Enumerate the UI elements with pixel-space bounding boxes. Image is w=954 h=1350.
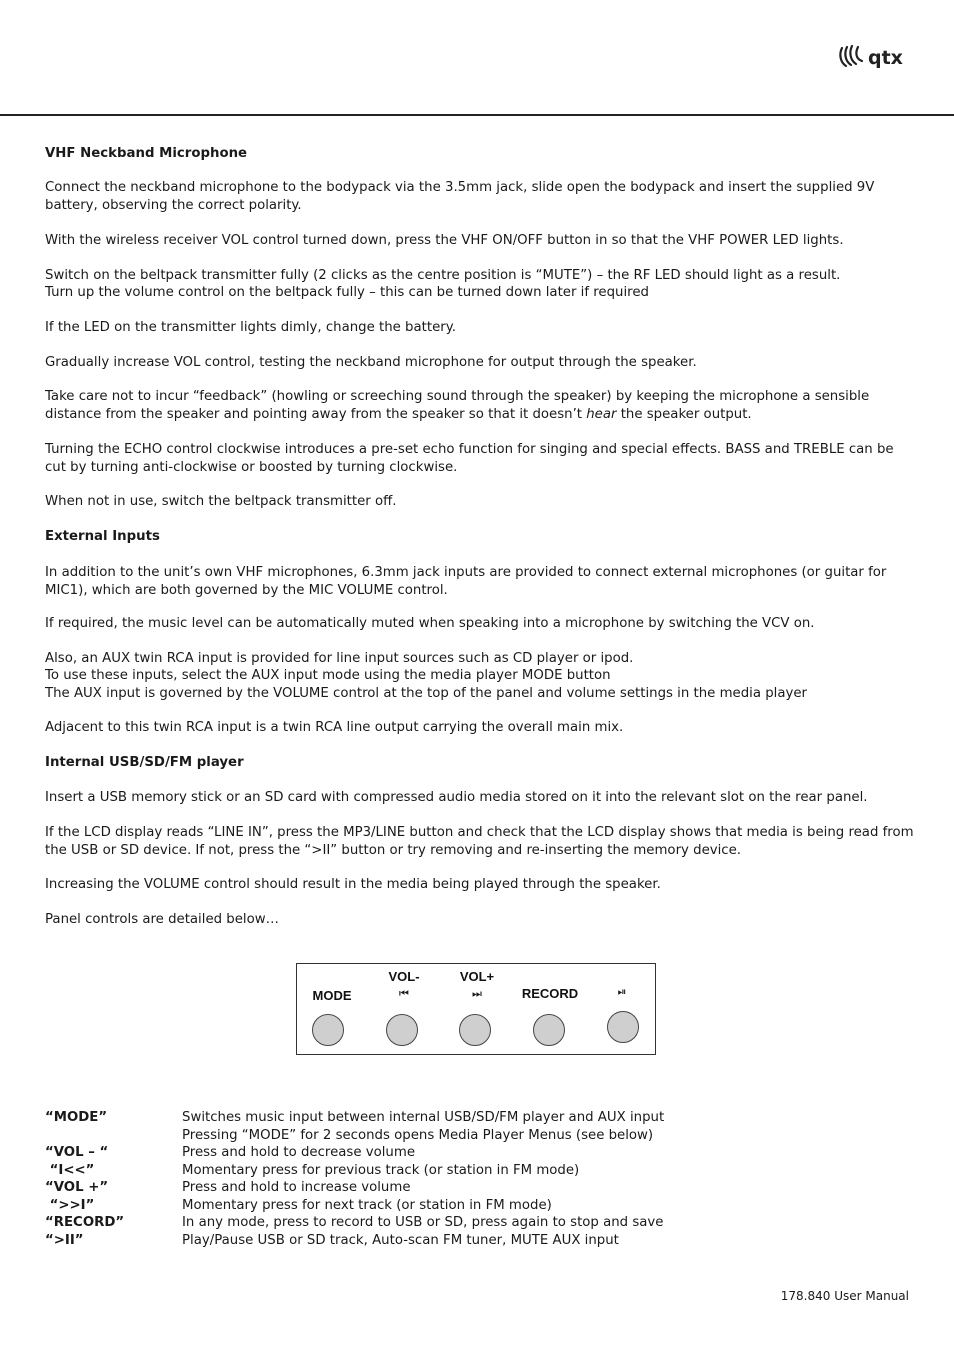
definition-term: “I<<” [45,1162,95,1178]
para-turn-up: Turn up the volume control on the beltpack fully – this can be turned down later if required [45,285,649,300]
para-mic-inputs: In addition to the unit’s own VHF microphones, 6.3mm jack inputs are provided to connect external microphones (or guitar for MIC1), which are both governed by the MIC VOLUME control. [45,565,887,598]
definition-desc: Press and hold to increase volume [182,1180,411,1195]
header-divider [0,114,954,116]
para-vcv: If required, the music level can be automatically muted when speaking into a microphone by switching the VCV on. [45,616,815,631]
definition-desc: Pressing “MODE” for 2 seconds opens Media Player Menus (see below) [182,1127,654,1143]
control-panel-diagram [296,963,656,1055]
previous-track-icon: ⏮ [399,987,409,1000]
para-aux: Also, an AUX twin RCA input is provided for line input sources such as CD player or ipod. [45,651,634,666]
definition-row [45,1109,915,1127]
definition-row [45,1214,915,1232]
definition-term: “VOL – “ [45,1145,109,1160]
para-volume: Increasing the VOLUME control should result in the media being played through the speaker. [45,877,661,892]
para-aux-mode: To use these inputs, select the AUX input mode using the media player MODE button [45,668,611,683]
footer-manual-id: 178.840 User Manual [780,1289,909,1303]
definition-row [45,1197,915,1215]
para-echo: Turning the ECHO control clockwise introduces a pre-set echo function for singing and special effects. BASS and TREBLE can be cut by turning anti-clockwise or boosted by turning clockwise. [45,442,894,475]
record-control [515,964,585,1054]
definition-desc: Press and hold to decrease volume [182,1145,415,1160]
vol-down-control [369,964,439,1054]
mode-knob [312,1014,344,1046]
next-track-icon: ⏭ [472,987,482,1000]
definition-row [45,1179,915,1197]
definition-row [45,1162,915,1180]
definition-row [45,1144,915,1162]
vol-up-label: VOL+ [459,969,495,984]
mode-control [297,964,367,1054]
definition-row [45,1127,915,1145]
definition-desc: Play/Pause USB or SD track, Auto-scan FM tuner, MUTE AUX input [182,1232,619,1248]
heading-vhf: VHF Neckband Microphone [45,146,248,161]
heading-external: External Inputs [45,529,160,544]
vol-down-label: VOL- [388,969,420,984]
definition-desc: Momentary press for next track (or station in FM mode) [182,1197,552,1213]
record-label: RECORD [521,986,579,1001]
definition-term: “>>I” [45,1197,95,1213]
feedback-text-end: the speaker output. [616,406,752,422]
definition-term: “VOL +” [45,1180,109,1195]
vol-down-knob [386,1014,418,1046]
para-aux-volume: The AUX input is governed by the VOLUME control at the top of the panel and volume settings in the media player [45,686,808,701]
definition-desc: Momentary press for previous track (or station in FM mode) [182,1162,580,1178]
definition-term: “MODE” [45,1110,108,1125]
para-lcd: If the LCD display reads “LINE IN”, press the MP3/LINE button and check that the LCD display shows that media is being read from the USB or SD device. If not, press the “>II” button or try removing and re-inserting the memory device. [45,825,914,858]
definition-term: “>II” [45,1232,84,1248]
para-increase: Gradually increase VOL control, testing the neckband microphone for output through the speaker. [45,355,697,370]
play-pause-knob [607,1011,639,1043]
vol-up-control [442,964,512,1054]
mode-label: MODE [312,988,352,1003]
heading-player: Internal USB/SD/FM player [45,755,244,770]
play-pause-control [587,964,657,1054]
para-switch-on: Switch on the beltpack transmitter fully (2 clicks as the centre position is “MUTE”) – the RF LED should light as a result. [45,268,841,283]
para-insert: Insert a USB memory stick or an SD card with compressed audio media stored on it into the relevant slot on the rear panel. [45,790,868,805]
vol-up-knob [459,1014,491,1046]
definition-desc: In any mode, press to record to USB or SD, press again to stop and save [182,1215,664,1230]
definition-row [45,1232,915,1250]
para-off: When not in use, switch the beltpack transmitter off. [45,494,397,509]
definition-term [45,1127,182,1145]
para-led: If the LED on the transmitter lights dimly, change the battery. [45,320,456,335]
para-feedback [45,388,915,423]
para-rca-out: Adjacent to this twin RCA input is a twin RCA line output carrying the overall main mix. [45,720,624,735]
para-connect: Connect the neckband microphone to the bodypack via the 3.5mm jack, slide open the bodypack and insert the supplied 9V battery, observing the correct polarity. [45,180,875,213]
para-receiver: With the wireless receiver VOL control turned down, press the VHF ON/OFF button in so that the VHF POWER LED lights. [45,233,844,248]
brand-text: qtx [868,47,903,69]
feedback-text: Take care not to incur “feedback” (howling or screeching sound through the speaker) by keeping the microphone a sensible distance from the speaker and pointing away from the speaker so that it doesn’t [45,389,870,422]
qtx-logo [838,44,912,70]
control-definitions [45,1109,915,1249]
record-knob [533,1014,565,1046]
feedback-emphasis: hear [586,406,617,422]
definition-term: “RECORD” [45,1215,125,1230]
definition-desc: Switches music input between internal USB/SD/FM player and AUX input [182,1110,665,1125]
para-panel-intro: Panel controls are detailed below… [45,912,279,927]
play-pause-icon: ⏯ [617,985,627,998]
